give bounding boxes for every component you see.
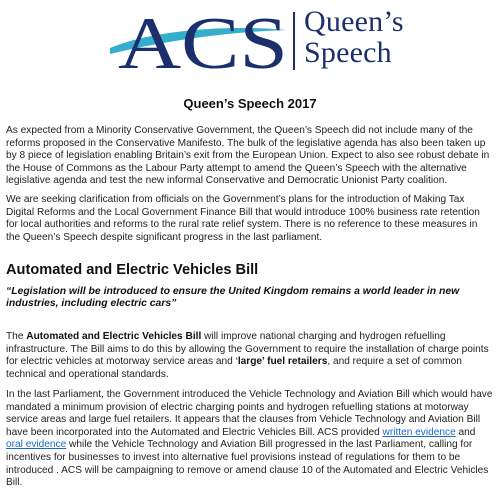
logo-line2: Speech [304,36,392,69]
acs-logo [108,2,288,82]
logo-mark: ACS [118,3,288,82]
header [0,0,500,82]
section-heading: Automated and Electric Vehicles Bill [6,262,259,278]
large-fuel-retailers: large’ fuel retailers [237,356,328,368]
logo-wordmark [304,6,404,68]
logo-divider [293,12,295,70]
history-paragraph-pre: In the last Parliament, the Government introduced the Vehicle Technology and Aviation Bill which would have mandated a minimum provision of electric charging points and hydrogen refuelling stations at motorway service areas and large fuel retailers. It appears that the clauses from Vehicle Technology and Aviation Bill have been incorporated into the Automated and Electric Vehicles Bill. ACS provided [6,389,493,438]
bill-paragraph-mid: will improve national charging and hydrogen refuelling infrastructure. The Bill aims to do this by allowing the Government to require the installation of charge points for electric vehicles at motorway service areas and ‘ [6,331,489,368]
bill-paragraph-post: , and require a set of common technical and operational standards. [6,356,462,380]
written-evidence-link[interactable]: written evidence [382,426,456,438]
oral-evidence-link[interactable]: oral evidence [6,439,67,451]
bill-paragraph [6,331,494,381]
logo-line1: Queen’s [304,5,404,38]
page-title: Queen’s Speech 2017 [183,96,317,111]
history-paragraph [6,389,494,490]
intro-paragraph-1: As expected from a Minority Conservative Government, the Queen’s Speech did not include many of the reforms proposed in the Conservative Manifesto. The bulk of the legislative agenda has also been taken up by 8 piece of legislation enabling Britain’s exit from the European Union. Expect to also see robust debate in the House of Commons as the Labour Party attempt to amend the Queen’s Speech with the alternative legislative agenda and test the new informal Conservative and Democratic Unionist Party coalition. [6,125,490,187]
history-and: and [455,426,476,438]
section-quote: “Legislation will be introduced to ensure the United Kingdom remains a world leader in new industries, including electric cars” [6,286,460,310]
intro-paragraph-2: We are seeking clarification from officials on the Government’s plans for the introduction of Making Tax Digital Reforms and the Local Government Finance Bill that would introduce 100% business rate retention for local authorities and reforms to the rural rate relief system. There is no reference to these measures in the Queen’s Speech despite significant progress in the last parliament. [6,194,480,243]
bill-name: Automated and Electric Vehicles Bill [26,331,202,342]
history-paragraph-post: while the Vehicle Technology and Aviation Bill progressed in the last Parliament, calling for incentives for businesses to invest into alternative fuel provisions instead of regulations for them to be introduced . ACS will be campaigning to remove or amend clause 10 of the Automated and Electric Vehicles Bill. [6,439,489,489]
bill-paragraph-pre: The [6,331,27,342]
